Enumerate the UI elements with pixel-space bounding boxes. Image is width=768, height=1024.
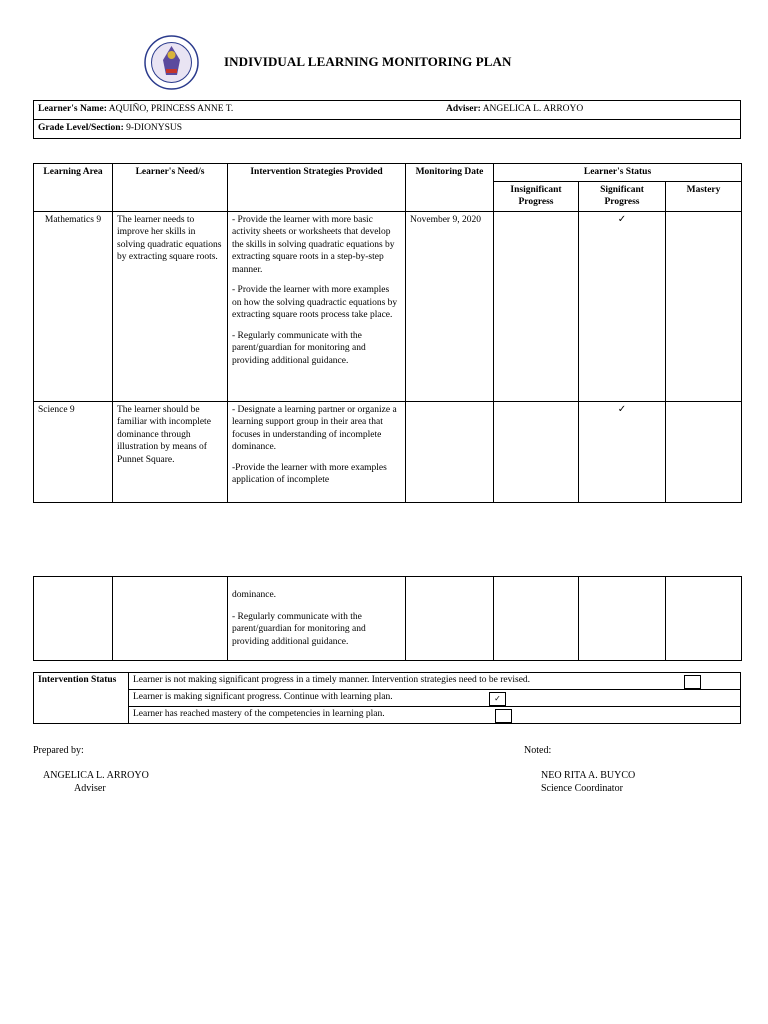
header-learner-needs: Learner's Need/s xyxy=(113,164,228,212)
learning-area-cell xyxy=(34,577,113,661)
insignificant-cell xyxy=(494,211,579,401)
insignificant-cell xyxy=(494,577,579,661)
continuation-table xyxy=(33,576,742,661)
prepared-by-label: Prepared by: xyxy=(33,745,84,756)
significant-check: ✓ xyxy=(579,401,666,502)
status-checkbox[interactable] xyxy=(684,675,701,689)
header-strategies: Intervention Strategies Provided xyxy=(228,164,406,212)
adviser-label: Adviser: xyxy=(446,104,481,114)
significant-check: ✓ xyxy=(579,211,666,401)
strategy-item: -Provide the learner with more examples application of incomplete xyxy=(232,462,387,485)
mastery-cell xyxy=(666,401,742,502)
mastery-cell xyxy=(666,577,742,661)
header-monitoring-date: Monitoring Date xyxy=(406,164,494,212)
intervention-status-table xyxy=(33,672,741,724)
strategies-cell xyxy=(228,401,406,502)
noted-name: NEO RITA A. BUYCO xyxy=(541,770,636,781)
needs-cell: The learner needs to improve her skills in solving quadratic equations by extracting square roots. xyxy=(113,211,228,401)
learning-area-cell: Mathematics 9 xyxy=(34,211,113,401)
learning-area-cell: Science 9 xyxy=(34,401,113,502)
status-checkbox[interactable] xyxy=(495,709,512,723)
status-option xyxy=(129,673,741,690)
grade-label: Grade Level/Section: xyxy=(38,123,124,133)
adviser-cell xyxy=(442,101,741,120)
strategy-item: - Regularly communicate with the parent/guardian for monitoring and providing additional guidance. xyxy=(232,611,366,647)
deped-seal-logo xyxy=(144,35,199,90)
header-learner-status: Learner's Status xyxy=(494,164,742,182)
prepared-by-name: ANGELICA L. ARROYO xyxy=(43,770,149,781)
status-option-text: Learner is making significant progress. Continue with learning plan. xyxy=(133,692,393,702)
status-option-text: Learner is not making significant progress in a timely manner. Intervention strategies need to be revised. xyxy=(133,675,531,685)
header-learning-area: Learning Area xyxy=(34,164,113,212)
strategies-cell xyxy=(228,577,406,661)
needs-cell xyxy=(113,577,228,661)
monitoring-date-cell xyxy=(406,577,494,661)
header-mastery: Mastery xyxy=(666,181,742,211)
adviser-name: ANGELICA L. ARROYO xyxy=(482,104,584,114)
grade-section: 9-DIONYSUS xyxy=(126,123,183,133)
strategies-cell xyxy=(228,211,406,401)
table-row xyxy=(34,577,742,661)
learner-name-label: Learner's Name: xyxy=(38,104,107,114)
header-insignificant: Insignificant Progress xyxy=(494,181,579,211)
learner-info-table xyxy=(33,100,741,139)
prepared-by-role: Adviser xyxy=(74,783,106,794)
mastery-cell xyxy=(666,211,742,401)
noted-label: Noted: xyxy=(524,745,552,756)
strategy-item: - Provide the learner with more basic activity sheets or worksheets that develop the skills in solving quadratic equations by extracting square roots in a step-by-step manner. xyxy=(232,214,395,275)
table-row xyxy=(34,401,742,502)
monitoring-table xyxy=(33,163,742,503)
status-checkbox-checked[interactable]: ✓ xyxy=(489,692,506,706)
monitoring-date-cell xyxy=(406,401,494,502)
intervention-status-label: Intervention Status xyxy=(34,673,129,724)
grade-cell xyxy=(34,120,741,139)
status-option xyxy=(129,690,741,707)
learner-name: AQUIÑO, PRINCESS ANNE T. xyxy=(108,104,234,114)
needs-cell: The learner should be familiar with incomplete dominance through illustration by means of Punnet Square. xyxy=(113,401,228,502)
status-option-text: Learner has reached mastery of the competencies in learning plan. xyxy=(133,709,385,719)
document-title: INDIVIDUAL LEARNING MONITORING PLAN xyxy=(224,54,512,69)
strategy-item: - Regularly communicate with the parent/guardian for monitoring and providing additional guidance. xyxy=(232,330,366,366)
strategy-item: - Provide the learner with more examples on how the solving quadractic equations by extracting square roots process take place. xyxy=(232,285,398,320)
strategy-item: dominance. xyxy=(232,589,277,600)
header-significant: Significant Progress xyxy=(579,181,666,211)
table-row xyxy=(34,211,742,401)
significant-cell xyxy=(579,577,666,661)
insignificant-cell xyxy=(494,401,579,502)
status-option xyxy=(129,707,741,724)
monitoring-date-cell: November 9, 2020 xyxy=(406,211,494,401)
noted-role: Science Coordinator xyxy=(541,783,623,794)
learner-name-cell xyxy=(34,101,443,120)
strategy-item: - Designate a learning partner or organize a learning support group in their area that focuses in understanding of incomplete dominance. xyxy=(232,404,397,452)
